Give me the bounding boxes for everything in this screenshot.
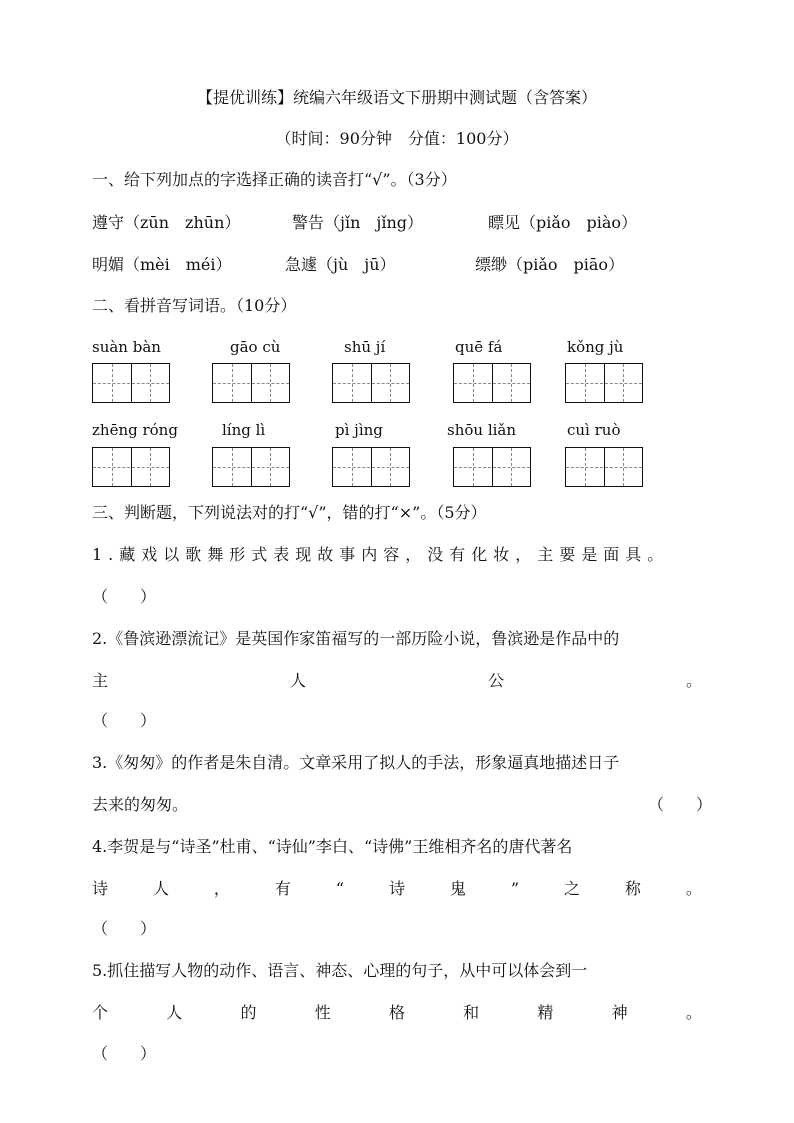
pinyin-label: pì jìng [335,421,383,439]
page-title: 【提优训练】统编六年级语文下册期中测试题（含答案） [196,88,597,107]
pinyin-label: cuì ruò [567,421,621,439]
writing-grid[interactable] [565,363,643,403]
question-3-cont: 去来的匆匆。 [92,795,189,814]
answer-blank-1[interactable]: （ ） [92,587,157,606]
q5-char: 个 [92,1003,109,1022]
writing-grid[interactable] [453,363,531,403]
q5-char: 。 [685,1003,702,1022]
writing-grid[interactable] [212,363,290,403]
question-5: 5.抓住描写人物的动作、语言、神态、心理的句子，从中可以体会到一 [92,961,588,980]
choice-item[interactable]: 瞟见（piǎo piào） [488,213,638,232]
pinyin-label: suàn bàn [92,338,161,356]
question-4: 4.李贺是与“诗圣”杜甫、“诗仙”李白、“诗佛”王维相齐名的唐代著名 [92,837,573,856]
q4-char: 鬼 [449,879,466,898]
answer-blank-4[interactable]: （ ） [92,919,157,938]
q4-char: “ [335,879,344,898]
page-subtitle: （时间：90分钟 分值：100分） [275,129,519,148]
q5-char: 精 [537,1003,554,1022]
pinyin-label: líng lì [222,421,266,439]
pinyin-choice-row-1 [92,212,637,234]
choice-item[interactable]: 警告（jǐn jǐng） [292,213,424,232]
pinyin-label: zhēng róng [92,421,178,439]
question-1: 1.藏戏以歌舞形式表现故事内容，没有化妆，主要是面具。 [92,545,670,564]
q5-char: 神 [611,1003,628,1022]
pinyin-choice-row-2 [92,254,624,276]
choice-item[interactable]: 明媚（mèi méi） [92,255,232,274]
question-3: 3.《匆匆》的作者是朱自清。文章采用了拟人的手法，形象逼真地描述日子 [92,753,620,772]
q4-char: 。 [685,879,702,898]
question-2: 2.《鲁滨逊漂流记》是英国作家笛福写的一部历险小说，鲁滨逊是作品中的 [92,629,620,648]
question-2-cont [92,670,702,692]
writing-grid[interactable] [565,447,643,487]
writing-grid[interactable] [332,363,410,403]
q4-char: 称 [624,879,641,898]
pinyin-label: shū jí [344,338,386,356]
question-5-cont [92,1002,702,1024]
q5-char: 格 [388,1003,405,1022]
writing-grid[interactable] [332,447,410,487]
section2-heading: 二、看拼音写词语。（10分） [92,296,297,315]
writing-grid[interactable] [212,447,290,487]
q4-char: ” [510,879,520,898]
q4-char: 诗 [388,879,405,898]
writing-grid[interactable] [92,447,170,487]
answer-blank-5[interactable]: （ ） [92,1044,157,1063]
pinyin-label: shōu liǎn [447,421,517,439]
section3-heading: 三、判断题，下列说法对的打“√”，错的打“×”。（5分） [92,503,487,522]
choice-item[interactable]: 遵守（zūn zhūn） [92,213,241,232]
q4-char: ， [213,879,230,898]
pinyin-label: kǒng jù [567,338,624,356]
choice-item[interactable]: 缥缈（piǎo piāo） [475,255,625,274]
q2-char: 主 [92,671,109,690]
q4-char: 有 [274,879,291,898]
answer-blank-2[interactable]: （ ） [92,711,157,730]
q5-char: 的 [240,1003,257,1022]
q4-char: 人 [152,879,169,898]
q2-char: 。 [685,671,702,690]
pinyin-label: quē fá [455,338,503,356]
writing-grid[interactable] [92,363,170,403]
section1-heading: 一、给下列加点的字选择正确的读音打“√”。（3分） [92,170,457,189]
answer-blank-3[interactable]: （ ） [648,795,713,814]
q5-char: 人 [166,1003,183,1022]
q5-char: 性 [314,1003,331,1022]
q5-char: 和 [463,1003,480,1022]
q2-char: 人 [289,671,306,690]
q4-char: 诗 [92,879,109,898]
q2-char: 公 [487,671,504,690]
q4-char: 之 [563,879,580,898]
choice-item[interactable]: 急遽（jù jū） [285,255,396,274]
writing-grid[interactable] [453,447,531,487]
pinyin-label: gāo cù [230,338,281,356]
question-4-cont [92,878,702,900]
